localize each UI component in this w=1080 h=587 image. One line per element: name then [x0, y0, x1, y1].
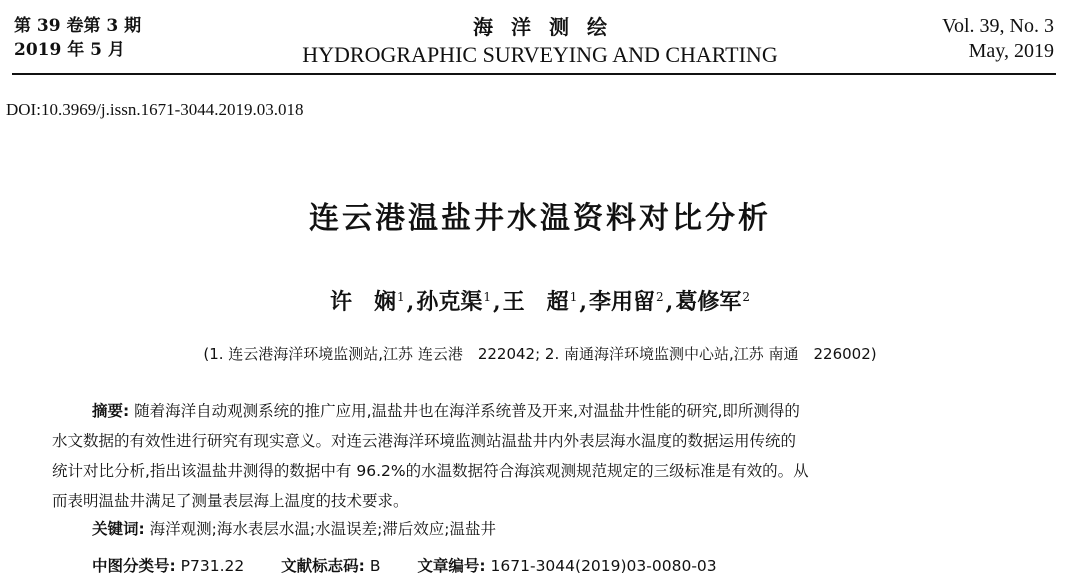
header-right [942, 14, 1054, 64]
author: 许 娴$^1$ [330, 289, 405, 315]
journal-title-en: HYDROGRAPHIC SURVEYING AND CHARTING [302, 42, 778, 67]
author: 孙克渠$^1$ [416, 289, 491, 315]
abstract-line: 统计对比分析,指出该温盐井测得的数据中有 96.2%的水温数据符合海滨观测规范规定的三级标准是有效的。从 [52, 462, 809, 480]
doi: DOI:10.3969/j.issn.1671-3044.2019.03.018 [6, 100, 304, 119]
volume-issue-cn: 第 39 卷第 3 期 [14, 16, 142, 36]
author: 葛修军$^2$ [675, 289, 750, 315]
article-number-value: 1671-3044(2019)03-0080-03 [490, 557, 717, 575]
keywords-text: 海洋观测;海水表层水温;水温误差;滞后效应;温盐井 [149, 520, 497, 538]
date-cn: 2019 年 5 月 [14, 40, 125, 60]
date-en: May, 2019 [968, 40, 1054, 62]
header-center [0, 14, 1080, 69]
author-list: 许 娴$^1$,孙克渠$^1$,王 超$^1$,李用留$^2$,葛修军$^2$ [330, 289, 750, 315]
document-code-label: 文献标志码: [281, 557, 365, 575]
article-number-label: 文章编号: [417, 557, 486, 575]
keywords [92, 517, 496, 539]
abstract-line: 水文数据的有效性进行研究有现实意义。对连云港海洋环境监测站温盐井内外表层海水温度的数据运用传统的 [52, 432, 797, 450]
abstract-label: 摘要: [92, 402, 130, 420]
abstract [52, 396, 1058, 516]
document-code-value: B [369, 557, 381, 575]
classification-line [92, 554, 1062, 576]
clc-label: 中图分类号: [92, 557, 176, 575]
author: 李用留$^2$ [589, 289, 664, 315]
volume-issue-en: Vol. 39, No. 3 [942, 15, 1054, 37]
journal-title-cn: 海洋测绘 [473, 15, 625, 39]
abstract-line: 而表明温盐井满足了测量表层海上温度的技术要求。 [52, 492, 409, 510]
affiliations: (1. 连云港海洋环境监测站,江苏 连云港 222042; 2. 南通海洋环境监测中心站,江苏 南通 226002) [203, 345, 877, 363]
keywords-label: 关键词: [92, 520, 145, 538]
author: 王 超$^1$ [502, 289, 578, 315]
clc-value: P731.22 [180, 557, 245, 575]
abstract-line: 摘要: 随着海洋自动观测系统的推广应用,温盐井也在海洋系统普及开来,对温盐井性能的研究,即所测得的 [92, 402, 800, 420]
paper-title: 连云港温盐井水温资料对比分析 [309, 201, 771, 236]
header-divider [12, 73, 1056, 75]
